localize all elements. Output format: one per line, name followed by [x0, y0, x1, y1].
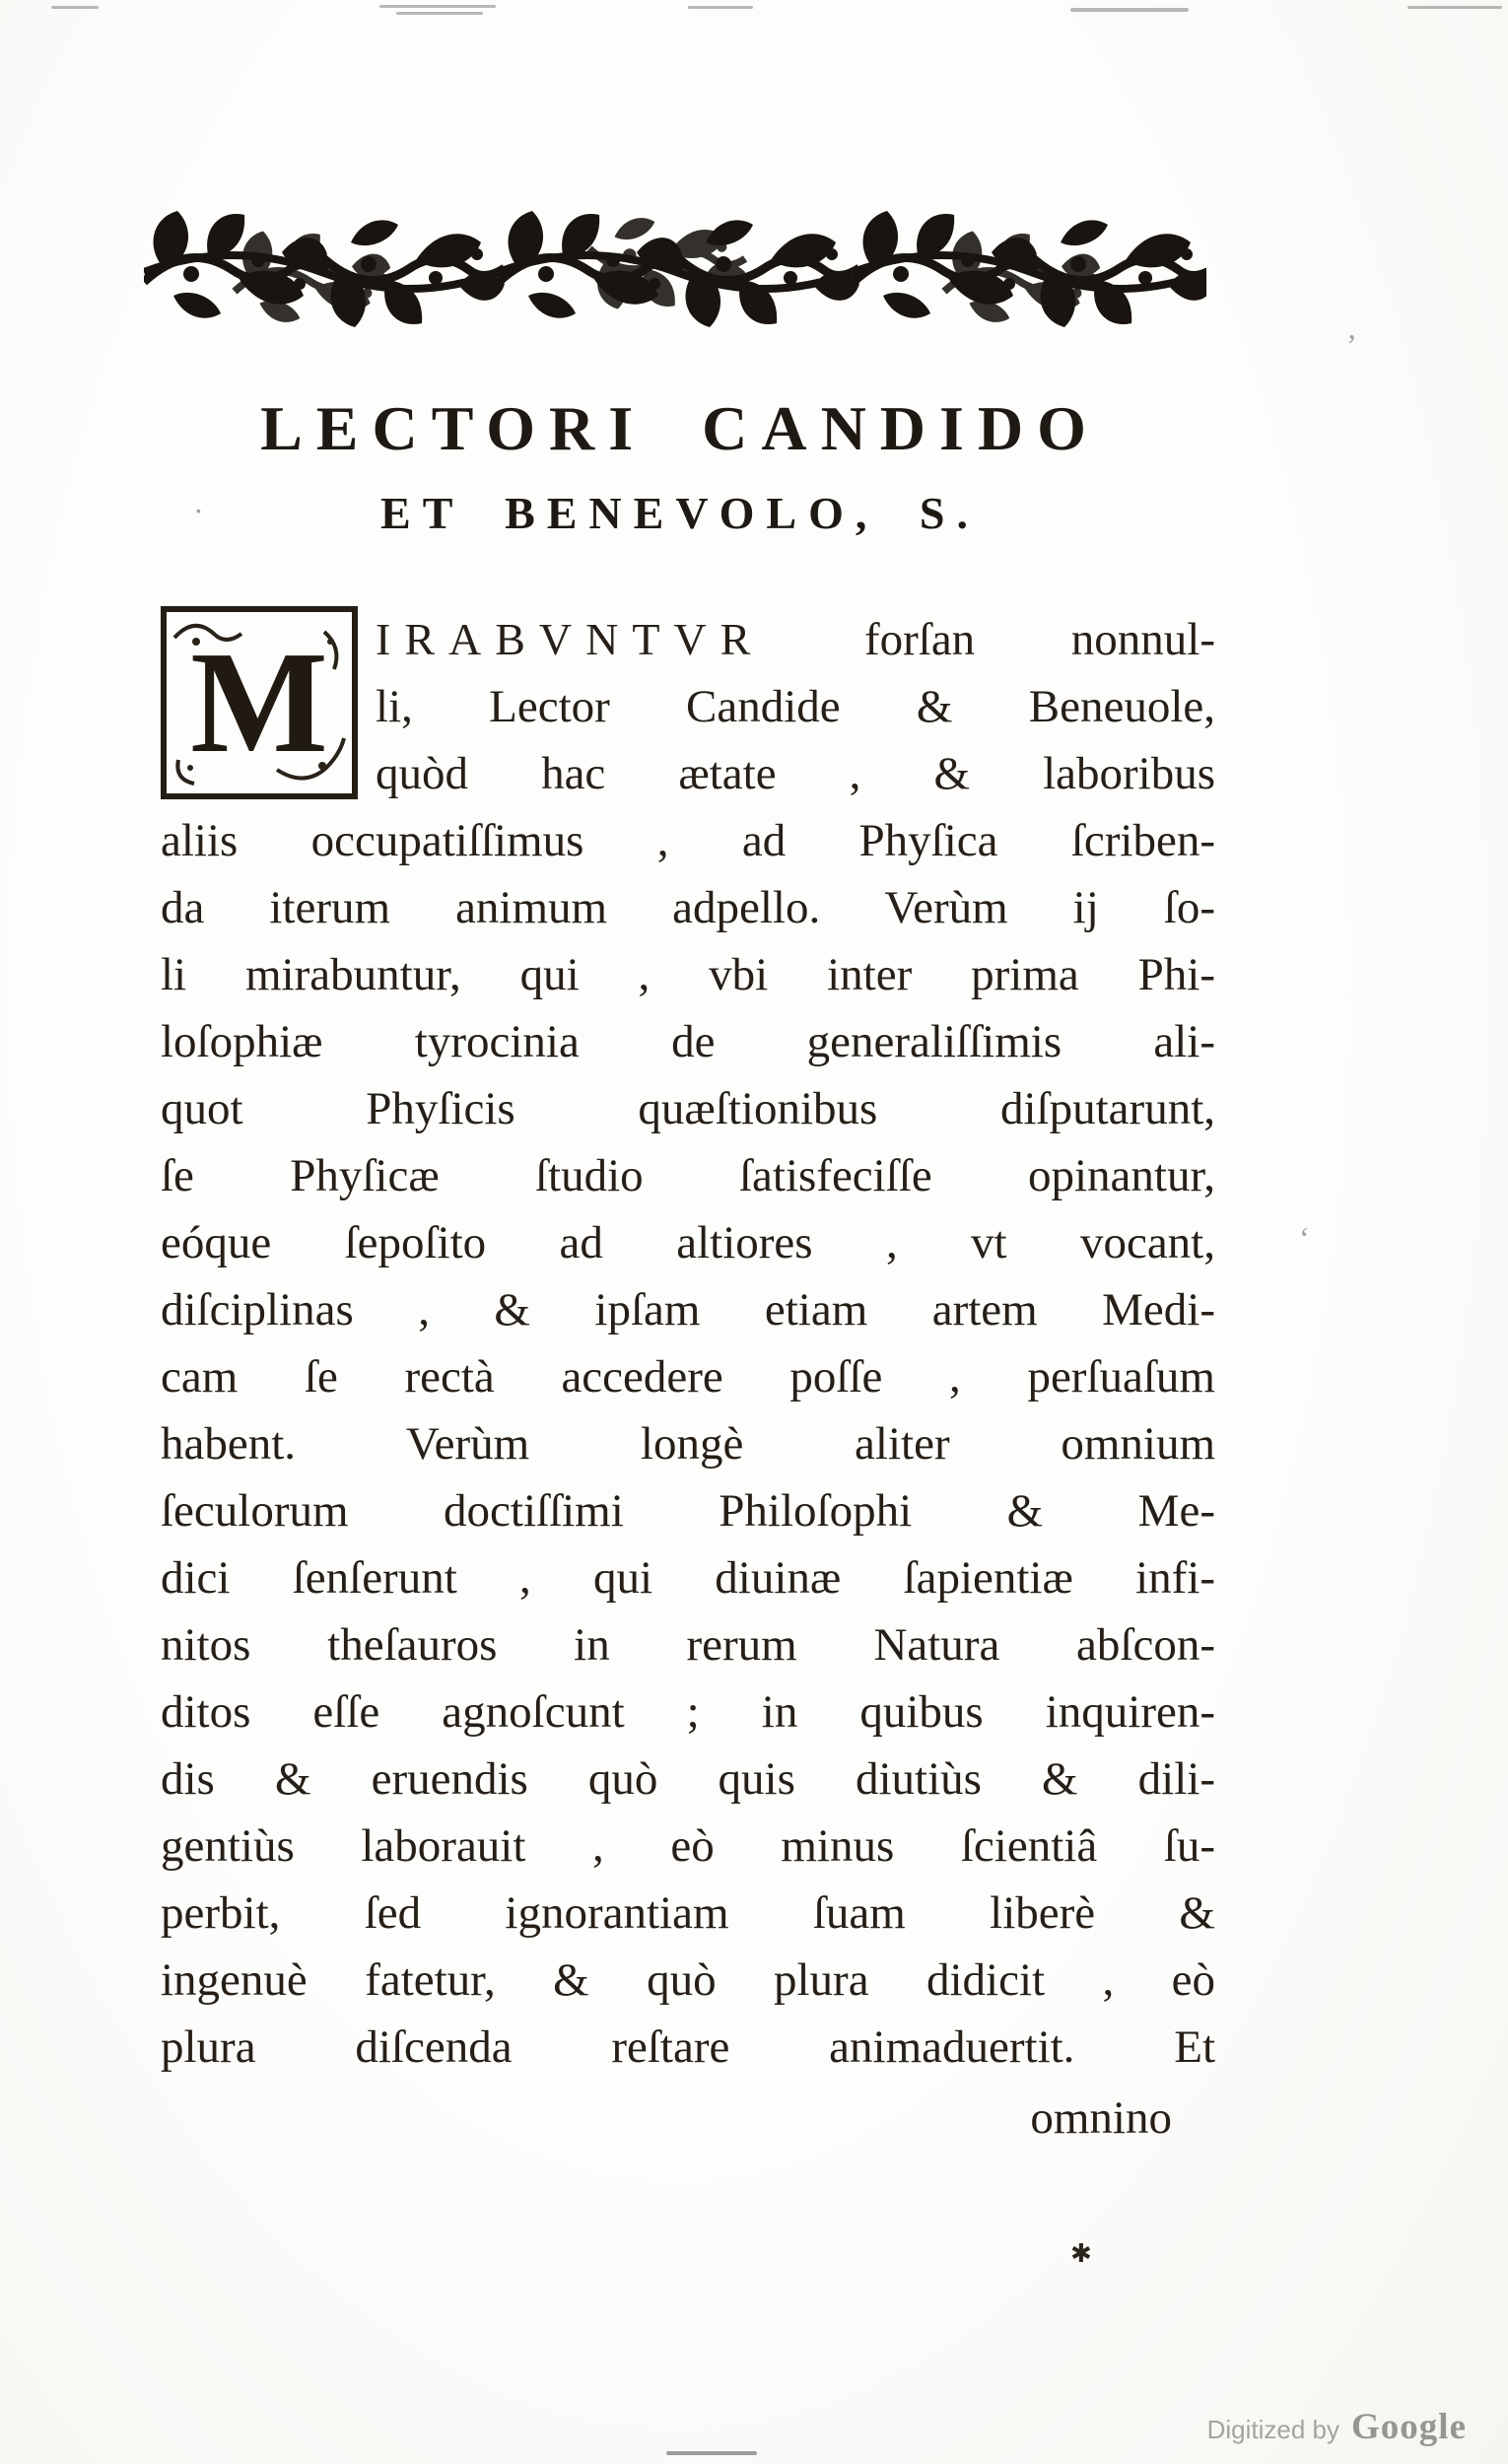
- scan-edge-artifact: [1407, 6, 1502, 9]
- scan-edge-artifact: [688, 6, 753, 9]
- opening-lines: [376, 606, 1215, 807]
- drop-cap-initial: [161, 606, 358, 799]
- scan-artifact: ʻ: [1299, 1220, 1310, 1256]
- opening-rest: forſan nonnul-: [863, 614, 1215, 665]
- text-line: cam ſe rectà accedere poſſe , perſuaſum: [161, 1351, 1215, 1403]
- google-watermark: [1207, 2406, 1467, 2448]
- woodcut-headpiece-ornament: [144, 201, 1206, 339]
- text-line: eóque ſepoſito ad altiores , vt vocant,: [161, 1217, 1215, 1268]
- scan-edge-artifact: [1070, 8, 1189, 12]
- scan-edge-artifact: [396, 12, 483, 15]
- text-line: ditos eſſe agnoſcunt ; in quibus inquiren-: [161, 1686, 1215, 1738]
- text-line: dici ſenſerunt , qui diuinæ ſapientiæ infi-: [161, 1552, 1215, 1604]
- scan-edge-artifact: [666, 2451, 757, 2455]
- text-line: gentiùs laborauit , eò minus ſcientiâ ſu-: [161, 1820, 1215, 1872]
- google-logo: Google: [1351, 2407, 1467, 2447]
- text-line: plura diſcenda reſtare animaduertit. Et: [161, 2021, 1215, 2073]
- opening-small-caps: IRABVNTVR: [376, 614, 765, 664]
- text-line: [376, 606, 1215, 673]
- text-line: perbit, ſed ignorantiam ſuam liberè &: [161, 1887, 1215, 1939]
- digitized-by-label: Digitized by: [1206, 2415, 1340, 2444]
- body-text: [161, 606, 1215, 2152]
- page-title: LECTORI CANDIDO: [260, 393, 1100, 463]
- page-subtitle: ET BENEVOLO, S.: [380, 488, 980, 538]
- text-line: quot Phyſicis quæſtionibus diſputarunt,: [161, 1083, 1215, 1134]
- section-ornament-mark: ✱: [1070, 2239, 1092, 2268]
- text-line: dis & eruendis quò quis diutiùs & dili-: [161, 1753, 1215, 1805]
- text-line: ingenuè fatetur, & quò plura didicit , eò: [161, 1954, 1215, 2006]
- scan-edge-artifact: [379, 5, 496, 8]
- drop-cap-letter: M: [190, 622, 328, 784]
- text-line: loſophiæ tyrocinia de generaliſſimis ali-: [161, 1016, 1215, 1067]
- text-line: habent. Verùm longè aliter omnium: [161, 1418, 1215, 1470]
- text-line: ſeculorum doctiſſimi Philoſophi & Me-: [161, 1485, 1215, 1537]
- text-line: li mirabuntur, qui , vbi inter prima Phi-: [161, 949, 1215, 1000]
- text-line: da iterum animum adpello. Verùm ij ſo-: [161, 882, 1215, 933]
- text-line: diſciplinas , & ipſam etiam artem Medi-: [161, 1284, 1215, 1335]
- text-line: aliis occupatiſſimus , ad Phyſica ſcriben-: [161, 815, 1215, 866]
- scan-edge-artifact: [51, 6, 99, 9]
- catchword: omnino: [1030, 2092, 1172, 2144]
- scan-artifact: ·: [193, 493, 204, 528]
- text-line: quòd hac ætate , & laboribus: [376, 748, 1215, 799]
- text-line: li, Lector Candide & Beneuole,: [376, 681, 1215, 732]
- text-line: ſe Phyſicæ ſtudio ſatisfeciſſe opinantur,: [161, 1150, 1215, 1201]
- scan-artifact: ʼ: [1346, 327, 1357, 363]
- text-line: nitos theſauros in rerum Natura abſcon-: [161, 1619, 1215, 1671]
- opening-paragraph-row: [161, 606, 1215, 807]
